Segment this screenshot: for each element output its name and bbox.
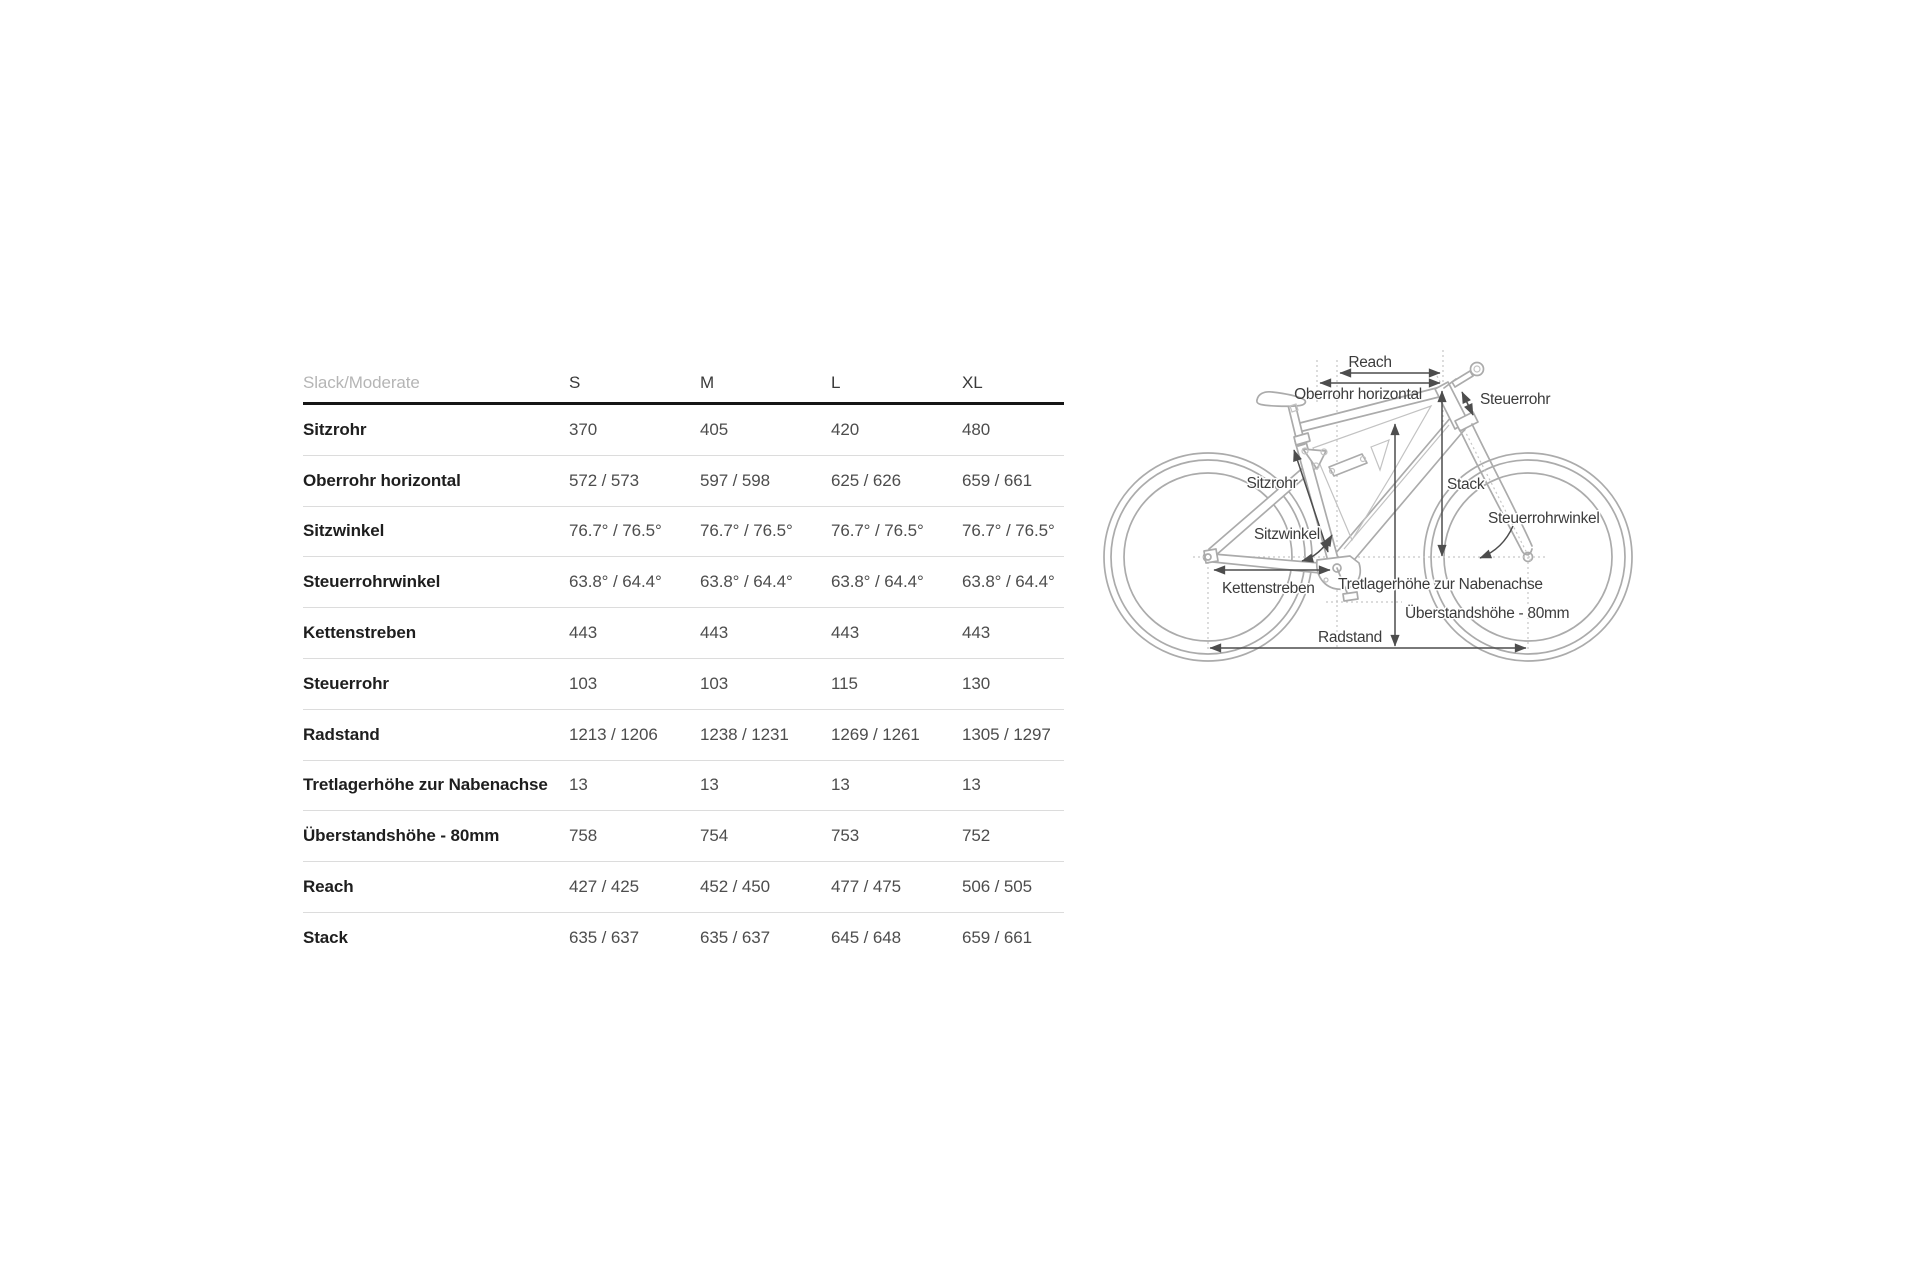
row-label: Sitzwinkel bbox=[303, 521, 385, 541]
cell-m: 63.8° / 64.4° bbox=[700, 572, 793, 592]
grip-outer bbox=[1471, 363, 1484, 376]
label-steuerrohr: Steuerrohr bbox=[1480, 391, 1551, 408]
table-row bbox=[303, 455, 1064, 506]
table-row bbox=[303, 709, 1064, 760]
cell-s: 427 / 425 bbox=[569, 877, 639, 897]
cell-s: 103 bbox=[569, 673, 598, 693]
table-body bbox=[303, 405, 1064, 963]
table-row bbox=[303, 658, 1064, 709]
cell-l: 115 bbox=[831, 673, 858, 693]
cell-xl: 76.7° / 76.5° bbox=[962, 521, 1055, 541]
header-col-m: M bbox=[700, 373, 715, 392]
table-header bbox=[303, 364, 1064, 405]
cell-xl: 1305 / 1297 bbox=[962, 724, 1051, 744]
cell-xl: 13 bbox=[962, 775, 981, 795]
geometry-table bbox=[303, 364, 1064, 963]
cell-l: 63.8° / 64.4° bbox=[831, 572, 924, 592]
cell-xl: 659 / 661 bbox=[962, 470, 1032, 490]
cell-s: 443 bbox=[569, 623, 598, 643]
label-steuerrohrwinkel: Steuerrohrwinkel bbox=[1488, 510, 1600, 527]
cell-xl: 480 bbox=[962, 419, 991, 439]
frame-cutout-small bbox=[1371, 440, 1389, 470]
table-row bbox=[303, 556, 1064, 607]
cell-l: 477 / 475 bbox=[831, 877, 901, 897]
row-label: Stack bbox=[303, 927, 348, 947]
cell-xl: 130 bbox=[962, 673, 991, 693]
cell-xl: 443 bbox=[962, 623, 991, 643]
cell-xl: 752 bbox=[962, 826, 991, 846]
label-tretlagerhoehe: Tretlagerhöhe zur Nabenachse bbox=[1338, 576, 1543, 593]
cell-xl: 506 / 505 bbox=[962, 877, 1032, 897]
cell-m: 76.7° / 76.5° bbox=[700, 521, 793, 541]
cell-s: 572 / 573 bbox=[569, 470, 639, 490]
header-col-s: S bbox=[569, 373, 581, 392]
label-stack: Stack bbox=[1447, 476, 1485, 493]
cell-s: 758 bbox=[569, 826, 598, 846]
row-label: Steuerrohrwinkel bbox=[303, 572, 441, 592]
steuerrohrwinkel-arc-arrow bbox=[1480, 526, 1513, 558]
table-row bbox=[303, 760, 1064, 811]
row-label: Oberrohr horizontal bbox=[303, 470, 461, 490]
cell-m: 597 / 598 bbox=[700, 470, 770, 490]
cell-s: 76.7° / 76.5° bbox=[569, 521, 662, 541]
pedal bbox=[1343, 592, 1358, 601]
table-row bbox=[303, 405, 1064, 455]
header-col-xl: XL bbox=[962, 373, 983, 392]
label-ueberstandshoehe: Überstandshöhe - 80mm bbox=[1405, 605, 1570, 622]
cell-s: 370 bbox=[569, 419, 598, 439]
row-label: Überstandshöhe - 80mm bbox=[303, 826, 500, 846]
row-label: Sitzrohr bbox=[303, 419, 367, 439]
cell-l: 76.7° / 76.5° bbox=[831, 521, 924, 541]
bike-geometry-diagram bbox=[1100, 330, 1680, 670]
cell-m: 443 bbox=[700, 623, 729, 643]
cell-m: 13 bbox=[700, 775, 719, 795]
cell-m: 405 bbox=[700, 419, 729, 439]
table-row bbox=[303, 506, 1064, 557]
label-sitzwinkel: Sitzwinkel bbox=[1254, 526, 1320, 543]
cell-s: 1213 / 1206 bbox=[569, 724, 658, 744]
fork-dropout bbox=[1521, 549, 1532, 555]
cell-s: 63.8° / 64.4° bbox=[569, 572, 662, 592]
cell-xl: 659 / 661 bbox=[962, 927, 1032, 947]
row-label: Steuerrohr bbox=[303, 673, 389, 693]
cell-m: 754 bbox=[700, 826, 729, 846]
row-label: Kettenstreben bbox=[303, 623, 417, 643]
cell-s: 13 bbox=[569, 775, 588, 795]
cell-m: 1238 / 1231 bbox=[700, 724, 789, 744]
cell-l: 443 bbox=[831, 623, 860, 643]
header-variant-label: Slack/Moderate bbox=[303, 373, 420, 392]
cell-l: 753 bbox=[831, 826, 860, 846]
cell-l: 1269 / 1261 bbox=[831, 724, 920, 744]
row-label: Reach bbox=[303, 877, 354, 897]
label-radstand: Radstand bbox=[1318, 629, 1382, 646]
cell-m: 635 / 637 bbox=[700, 927, 770, 947]
label-kettenstreben: Kettenstreben bbox=[1222, 580, 1315, 597]
down-tube-battery-line bbox=[1344, 425, 1449, 549]
cell-l: 625 / 626 bbox=[831, 470, 901, 490]
cell-m: 452 / 450 bbox=[700, 877, 770, 897]
table-row bbox=[303, 607, 1064, 658]
table-row bbox=[303, 912, 1064, 963]
table-row bbox=[303, 861, 1064, 912]
label-reach: Reach bbox=[1348, 354, 1392, 371]
cell-l: 420 bbox=[831, 419, 860, 439]
label-sitzrohr: Sitzrohr bbox=[1246, 475, 1298, 492]
row-label: Radstand bbox=[303, 724, 380, 744]
header-col-l: L bbox=[831, 373, 841, 392]
table-row bbox=[303, 810, 1064, 861]
cell-m: 103 bbox=[700, 673, 729, 693]
cell-l: 645 / 648 bbox=[831, 927, 901, 947]
row-label: Tretlagerhöhe zur Nabenachse bbox=[303, 775, 548, 795]
cell-s: 635 / 637 bbox=[569, 927, 639, 947]
frame bbox=[1204, 382, 1468, 601]
rear-axle-bolt bbox=[1205, 554, 1211, 560]
label-oberrohr: Oberrohr horizontal bbox=[1294, 386, 1422, 403]
cell-l: 13 bbox=[831, 775, 850, 795]
cell-xl: 63.8° / 64.4° bbox=[962, 572, 1055, 592]
